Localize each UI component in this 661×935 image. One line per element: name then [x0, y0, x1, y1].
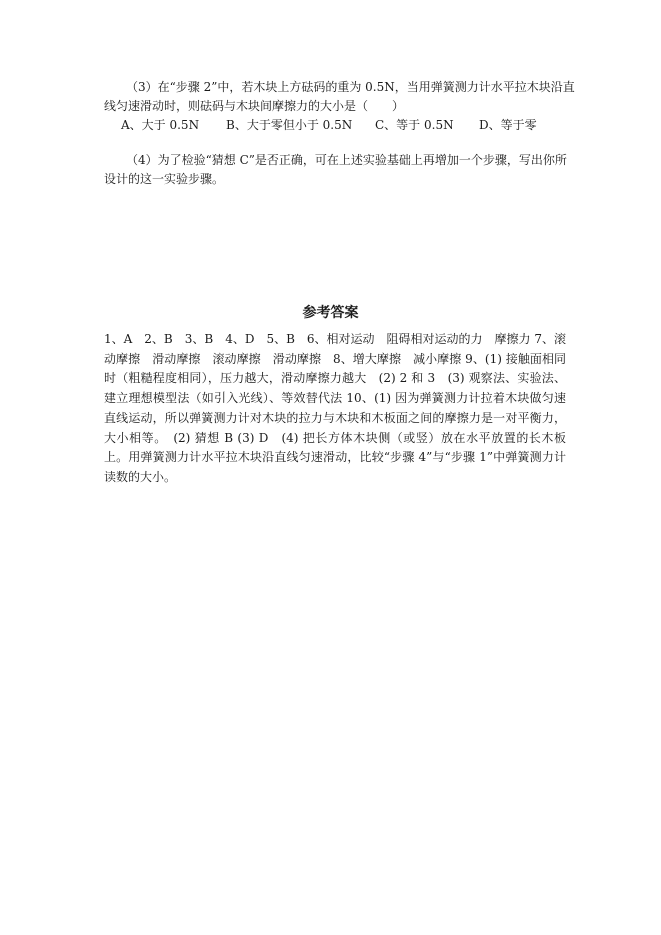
question-3-line-2: 线匀速滑动时，则砝码与木块间摩擦力的大小是（ ）	[104, 99, 405, 113]
option-b: B、大于零但小于 0.5N	[226, 118, 353, 132]
option-a: A、大于 0.5N	[121, 118, 200, 132]
option-c: C、等于 0.5N	[375, 118, 454, 132]
question-4-line-2: 设计的这一实验步骤。	[104, 172, 225, 186]
answer-key-title: 参考答案	[302, 305, 359, 321]
question-4-line-1: （4）为了检验“猜想 C”是否正确，可在上述实验基础上再增加一个步骤，写出你所	[126, 153, 567, 167]
answer-key-text: 1、A 2、B 3、B 4、D 5、B 6、相对运动 阻碍相对运动的力 摩擦力 7、滚动摩擦 滑动摩擦 滚动摩擦 滑动摩擦 8、增大摩擦 减小摩擦 9、(1) 接触面相同时（粗糙程度相同），压力越大，滑动摩擦力越大 (2) 2 和 3 (3) 观察法、实验法、建立理想模型法（如引入光线）、等效替代法 10、(1) 因为弹簧测力计拉着木块做匀速直线运动，所以弹簧测力计对木块的拉力与木块和木板面之间的摩擦力是一对平衡力，大小相等。 (2) 猜想 B (3) D (4) 把长方体木块侧（或竖）放在水平放置的长木板上。用弹簧测力计水平拉木块沿直线匀速滑动，比较“步骤 4”与“步骤 1”中弹簧测力计读数的大小。	[104, 332, 567, 484]
question-3-line-1: （3）在“步骤 2”中，若木块上方砝码的重为 0.5N，当用弹簧测力计水平拉木块沿直	[126, 80, 575, 94]
option-d: D、等于零	[479, 118, 537, 132]
